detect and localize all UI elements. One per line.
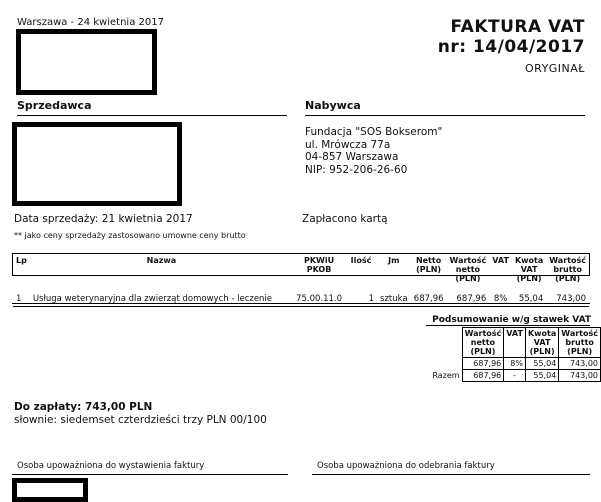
summary-col-brutto (559, 328, 601, 358)
col-qty: Ilość (350, 256, 372, 265)
col-pkwiu-line2: PKOB (306, 265, 332, 274)
col-netto (411, 254, 447, 285)
receiver-signature-line (312, 474, 590, 475)
summary-col-vat: VAT (504, 328, 526, 358)
col-value-brutto (546, 254, 589, 285)
buyer-city: 04-857 Warszawa (305, 151, 399, 163)
col-pkwiu (293, 254, 345, 285)
summary-total-brutto: 743,00 (559, 370, 601, 382)
col-vat-amount-line3: (PLN) (516, 274, 542, 283)
amount-in-words: słownie: siedemset czterdzieści trzy PLN 00/100 (14, 414, 267, 426)
redacted-seller-details (12, 122, 182, 206)
summary-title: Podsumowanie w/g stawek VAT (432, 315, 591, 325)
invoice-number: nr: 14/04/2017 (437, 37, 585, 57)
amount-to-pay: Do zapłaty: 743,00 PLN (14, 401, 153, 413)
col-name: Nazwa (146, 256, 177, 265)
summary-col-brutto-line1: Wartość (561, 329, 598, 338)
place-date: Warszawa - 24 kwietnia 2017 (17, 17, 164, 28)
invoice-title: FAKTURA VAT (450, 17, 585, 37)
col-pkwiu-line1: PKWiU (303, 256, 335, 265)
row-netto: 687,96 (413, 294, 444, 304)
summary-col-vat-amount-line3: (PLN) (529, 347, 555, 356)
summary-col-brutto-line2: brutto (565, 338, 594, 347)
row-lp: 1 (16, 294, 22, 304)
items-table-bottom-rule (12, 303, 590, 304)
table-row (13, 292, 589, 307)
summary-row-label (425, 358, 462, 370)
price-note: ** jako ceny sprzedaży zastosowano umowne ceny brutto (14, 231, 246, 240)
col-value-brutto-line3: (PLN) (555, 274, 581, 283)
summary-col-netto-line1: Wartość (464, 329, 502, 338)
col-vat-amount (512, 254, 546, 285)
seller-heading: Sprzedawca (17, 99, 287, 116)
issuer-signature-line (12, 474, 288, 475)
payment-method: Zapłacono kartą (302, 213, 388, 225)
summary-row (425, 358, 601, 370)
row-vat: 8% (493, 294, 508, 304)
row-name: Usługa weterynaryjna dla zwierząt domowych - leczenie (32, 294, 273, 304)
buyer-heading: Nabywca (305, 99, 585, 116)
col-value-netto-line3: (PLN) (455, 274, 481, 283)
row-value-brutto: 743,00 (556, 294, 586, 304)
summary-total-vat-amount: 55,04 (525, 370, 558, 382)
buyer-nip: NIP: 952-206-26-60 (305, 163, 408, 176)
summary-total-row (425, 370, 601, 382)
col-value-netto (447, 254, 490, 285)
summary-row-brutto: 743,00 (559, 358, 601, 370)
col-value-brutto-line1: Wartość (549, 256, 586, 265)
sale-date: Data sprzedaży: 21 kwietnia 2017 (14, 213, 193, 225)
summary-col-netto (462, 328, 504, 358)
summary-table (425, 327, 601, 382)
summary-col-vat-amount (525, 328, 558, 358)
buyer-details (305, 126, 442, 176)
summary-total-label: Razem (432, 371, 460, 380)
col-vat-amount-line2: VAT (520, 265, 538, 274)
summary-row-vat-amount: 55,04 (525, 358, 558, 370)
col-value-netto-line1: Wartość (449, 256, 487, 265)
summary-total-vat: - (504, 370, 526, 382)
redacted-logo (16, 29, 157, 95)
summary-row-netto: 687,96 (462, 358, 504, 370)
issuer-signature-label: Osoba upoważniona do wystawienia faktury (17, 461, 205, 471)
summary-header (425, 328, 601, 358)
summary-col-vat-amount-line2: VAT (533, 338, 551, 347)
row-qty: 1 (368, 294, 375, 304)
summary-row-vat: 8% (504, 358, 526, 370)
col-netto-line1: Netto (415, 256, 442, 265)
row-vat-amount: 55,04 (518, 294, 544, 304)
items-table (13, 254, 589, 307)
summary-col-netto-line3: (PLN) (470, 347, 496, 356)
col-vat: VAT (492, 256, 509, 265)
summary-col-vat-amount-line1: Kwota (527, 329, 557, 338)
summary-col-brutto-line3: (PLN) (567, 347, 593, 356)
summary-title-rule (426, 325, 590, 326)
receiver-signature-label: Osoba upoważniona do odebrania faktury (317, 461, 495, 471)
summary-total-netto: 687,96 (462, 370, 504, 382)
items-table-header (13, 254, 589, 285)
copy-label: ORYGINAŁ (524, 62, 585, 75)
col-vat-amount-line1: Kwota (514, 256, 544, 265)
row-pkwiu: 75.00.11.0 (296, 294, 343, 304)
buyer-name: Fundacja "SOS Bokserom" (305, 126, 443, 138)
col-lp: Lp (16, 256, 27, 265)
summary-col-netto-line2: netto (470, 338, 496, 347)
col-value-brutto-line2: brutto (553, 265, 582, 274)
col-netto-line2: (PLN) (416, 265, 442, 274)
col-value-netto-line2: netto (455, 265, 481, 274)
buyer-street: ul. Mrówcza 77a (305, 138, 391, 151)
row-unit: sztuka (380, 294, 408, 304)
row-value-netto: 687,96 (456, 294, 487, 304)
redacted-signature (12, 478, 88, 502)
col-unit: Jm (388, 256, 400, 265)
